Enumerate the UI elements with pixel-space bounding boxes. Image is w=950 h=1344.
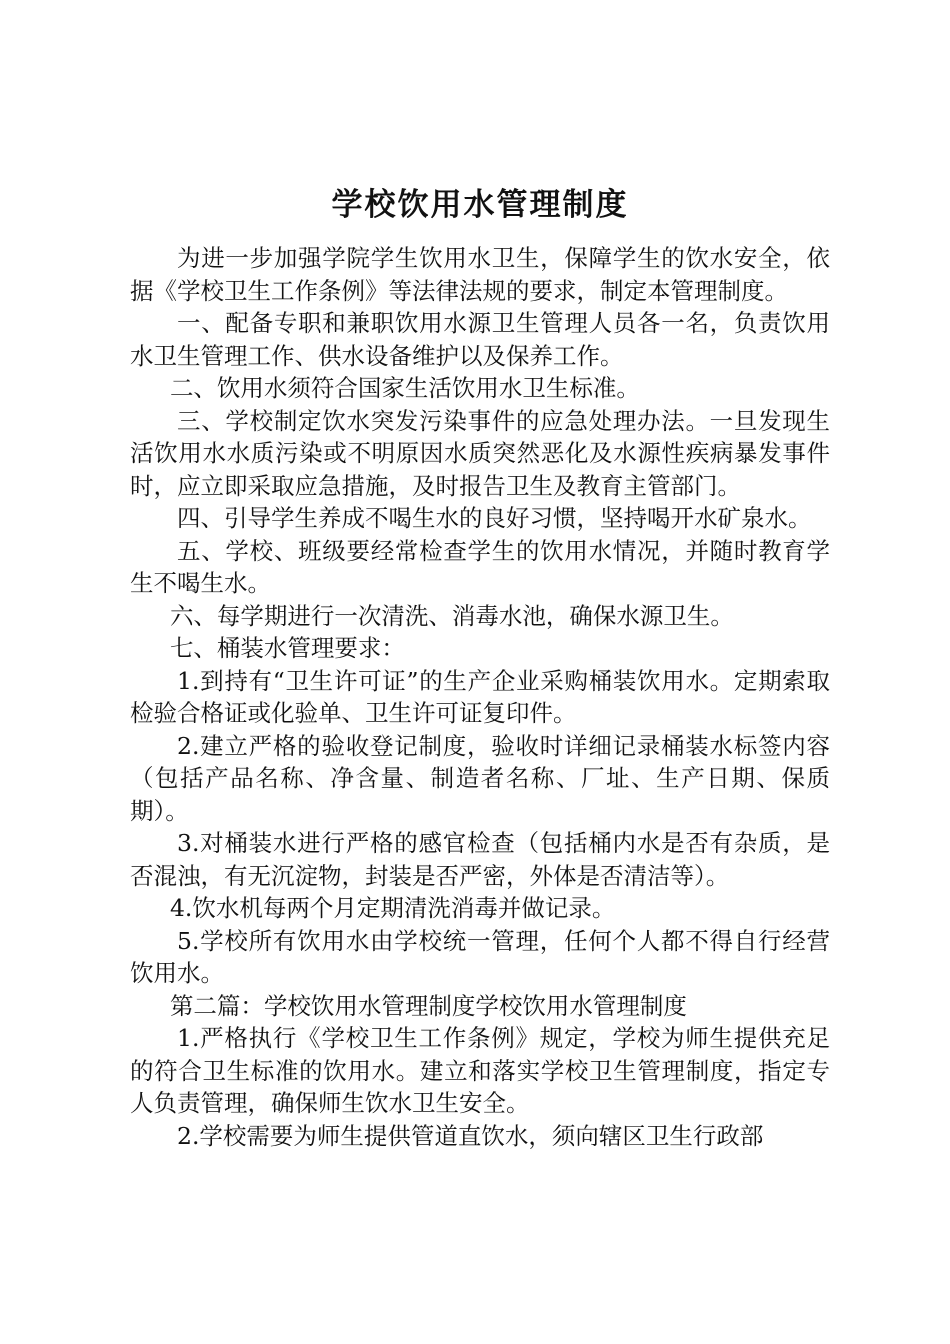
barrel-item-1-paragraph: 1.到持有“卫生许可证”的生产企业采购桶装饮用水。定期索取检验合格证或化验单、卫生许可证复印件。	[130, 666, 830, 727]
barrel-item-4-paragraph: 4.饮水机每两个月定期清洗消毒并做记录。	[169, 894, 616, 922]
barrel-item-3-paragraph: 3.对桶装水进行严格的感官检查（包括桶内水是否有杂质，是否混浊，有无沉淀物，封装是否严密，外体是否清洁等）。	[130, 829, 830, 890]
clause-3-paragraph: 三、学校制定饮水突发污染事件的应急处理办法。一旦发现生活饮用水水质污染或不明原因水质突然恶化及水源性疾病暴发事件时，应立即采取应急措施，及时报告卫生及教育主管部门。	[130, 406, 830, 500]
clause-7-heading: 七、桶装水管理要求：	[169, 634, 405, 662]
document-title: 学校饮用水管理制度	[331, 187, 629, 223]
document-page	[130, 180, 830, 1152]
second-item-1-paragraph: 1.严格执行《学校卫生工作条例》规定，学校为师生提供充足的符合卫生标准的饮用水。建立和落实学校卫生管理制度，指定专人负责管理，确保师生饮水卫生安全。	[130, 1024, 830, 1117]
second-part-heading: 第二篇：学校饮用水管理制度学校饮用水管理制度	[169, 991, 687, 1020]
clause-6-paragraph: 六、每学期进行一次清洗、消毒水池，确保水源卫生。	[169, 601, 734, 630]
barrel-item-2-paragraph: 2.建立严格的验收登记制度，验收时详细记录桶装水标签内容（包括产品名称、净含量、制造者名称、厂址、生产日期、保质期）。	[130, 731, 830, 825]
intro-paragraph: 为进一步加强学院学生饮用水卫生，保障学生的饮水安全，依据《学校卫生工作条例》等法律法规的要求，制定本管理制度。	[130, 244, 830, 305]
clause-5-paragraph: 五、学校、班级要经常检查学生的饮用水情况，并随时教育学生不喝生水。	[130, 536, 830, 597]
second-item-2-paragraph: 2.学校需要为师生提供管道直饮水，须向辖区卫生行政部	[177, 1121, 764, 1150]
clause-4-paragraph: 四、引导学生养成不喝生水的良好习惯，坚持喝开水矿泉水。	[177, 504, 812, 532]
barrel-item-5-paragraph: 5.学校所有饮用水由学校统一管理，任何个人都不得自行经营饮用水。	[130, 926, 830, 987]
clause-1-paragraph: 一、配备专职和兼职饮用水源卫生管理人员各一名，负责饮用水卫生管理工作、供水设备维护以及保养工作。	[130, 309, 830, 370]
clause-2-paragraph: 二、饮用水须符合国家生活饮用水卫生标准。	[169, 374, 640, 402]
